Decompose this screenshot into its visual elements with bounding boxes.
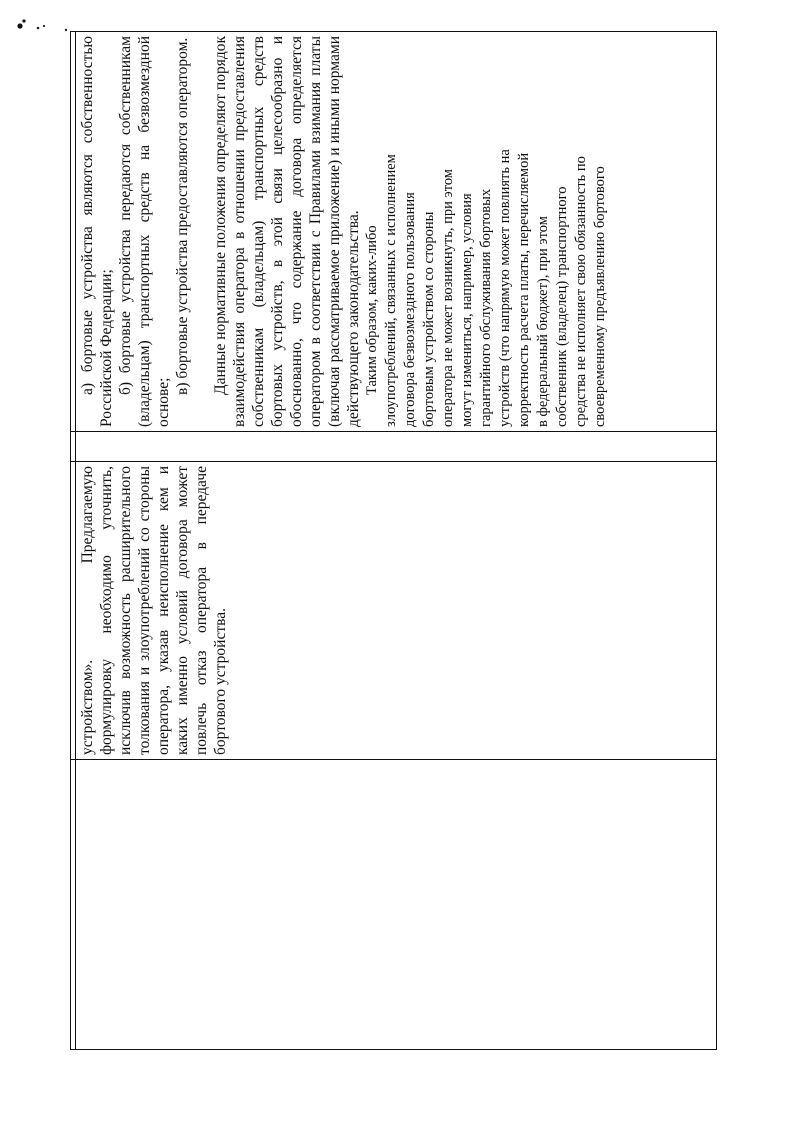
column-1-cell (76, 760, 717, 1050)
paragraph-2-line: корректность расчета платы, перечисляемой (516, 152, 532, 427)
paragraph-2-line: в федеральный бюджет), при этом (535, 216, 551, 427)
item-a: а) бортовые устройства являются собственностью Российской Федерации; (79, 36, 115, 427)
column-4-cell (76, 32, 717, 432)
paragraph-2-line: гарантийного обслуживания бортовых (478, 188, 494, 427)
paragraph-2-line: своевременному предъявлению бортового (592, 166, 608, 427)
column-2-cell (76, 462, 717, 760)
paragraph-1: Данные нормативные положения определяют порядок взаимодействия оператора в отношении предоставления собственникам (владельцам) транспортных средств бортовых устройств, в этой связи целесообразно и обоснованно, что содержание договора определяется оператором в соответствии с Правилами взимания платы (включая рассматриваемое приложение) и иными нормами действующего законодательства. (212, 36, 362, 427)
paragraph-2-line: злоупотреблений, связанных с исполнением (383, 154, 399, 427)
paragraph-2-line: устройств (что напрямую может повлиять на (497, 149, 513, 427)
comparison-table (70, 31, 717, 1050)
paragraph-2-line: Таким образом, каких-либо (364, 225, 380, 395)
table-main-row (76, 32, 717, 1050)
paragraph-2-line: договора безвозмездного пользования (402, 192, 418, 427)
paragraph-2-line: могут измениться, например, условия (459, 193, 475, 427)
item-b: б) бортовые устройства передаются собственникам (владельцам) транспортных средств на безвозмездной основе; (117, 36, 172, 427)
paragraph-2-line: собственник (владелец) транспортного (554, 186, 570, 427)
paragraph-2-line: средства не исполняет свою обязанность по (573, 156, 589, 427)
column-3-cell (76, 432, 717, 462)
paragraph-2 (363, 36, 610, 427)
paragraph-2-line: оператора не может возникнуть, при этом (440, 169, 456, 427)
column-2-paragraph: устройством». Предлагаемую формулировку необходимо уточнить, исключив возможность расширительного толкования и злоупотреблений со стороны оператора, указав неисполнение кем и каких именно условий договора может повлечь отказ оператора в передаче бортового устройства. (79, 466, 229, 755)
rotated-page-content (70, 32, 717, 1050)
paragraph-2-line: бортовым устройством со стороны (421, 211, 437, 427)
item-c: в) бортовые устройства предоставляются оператором. (174, 37, 191, 395)
